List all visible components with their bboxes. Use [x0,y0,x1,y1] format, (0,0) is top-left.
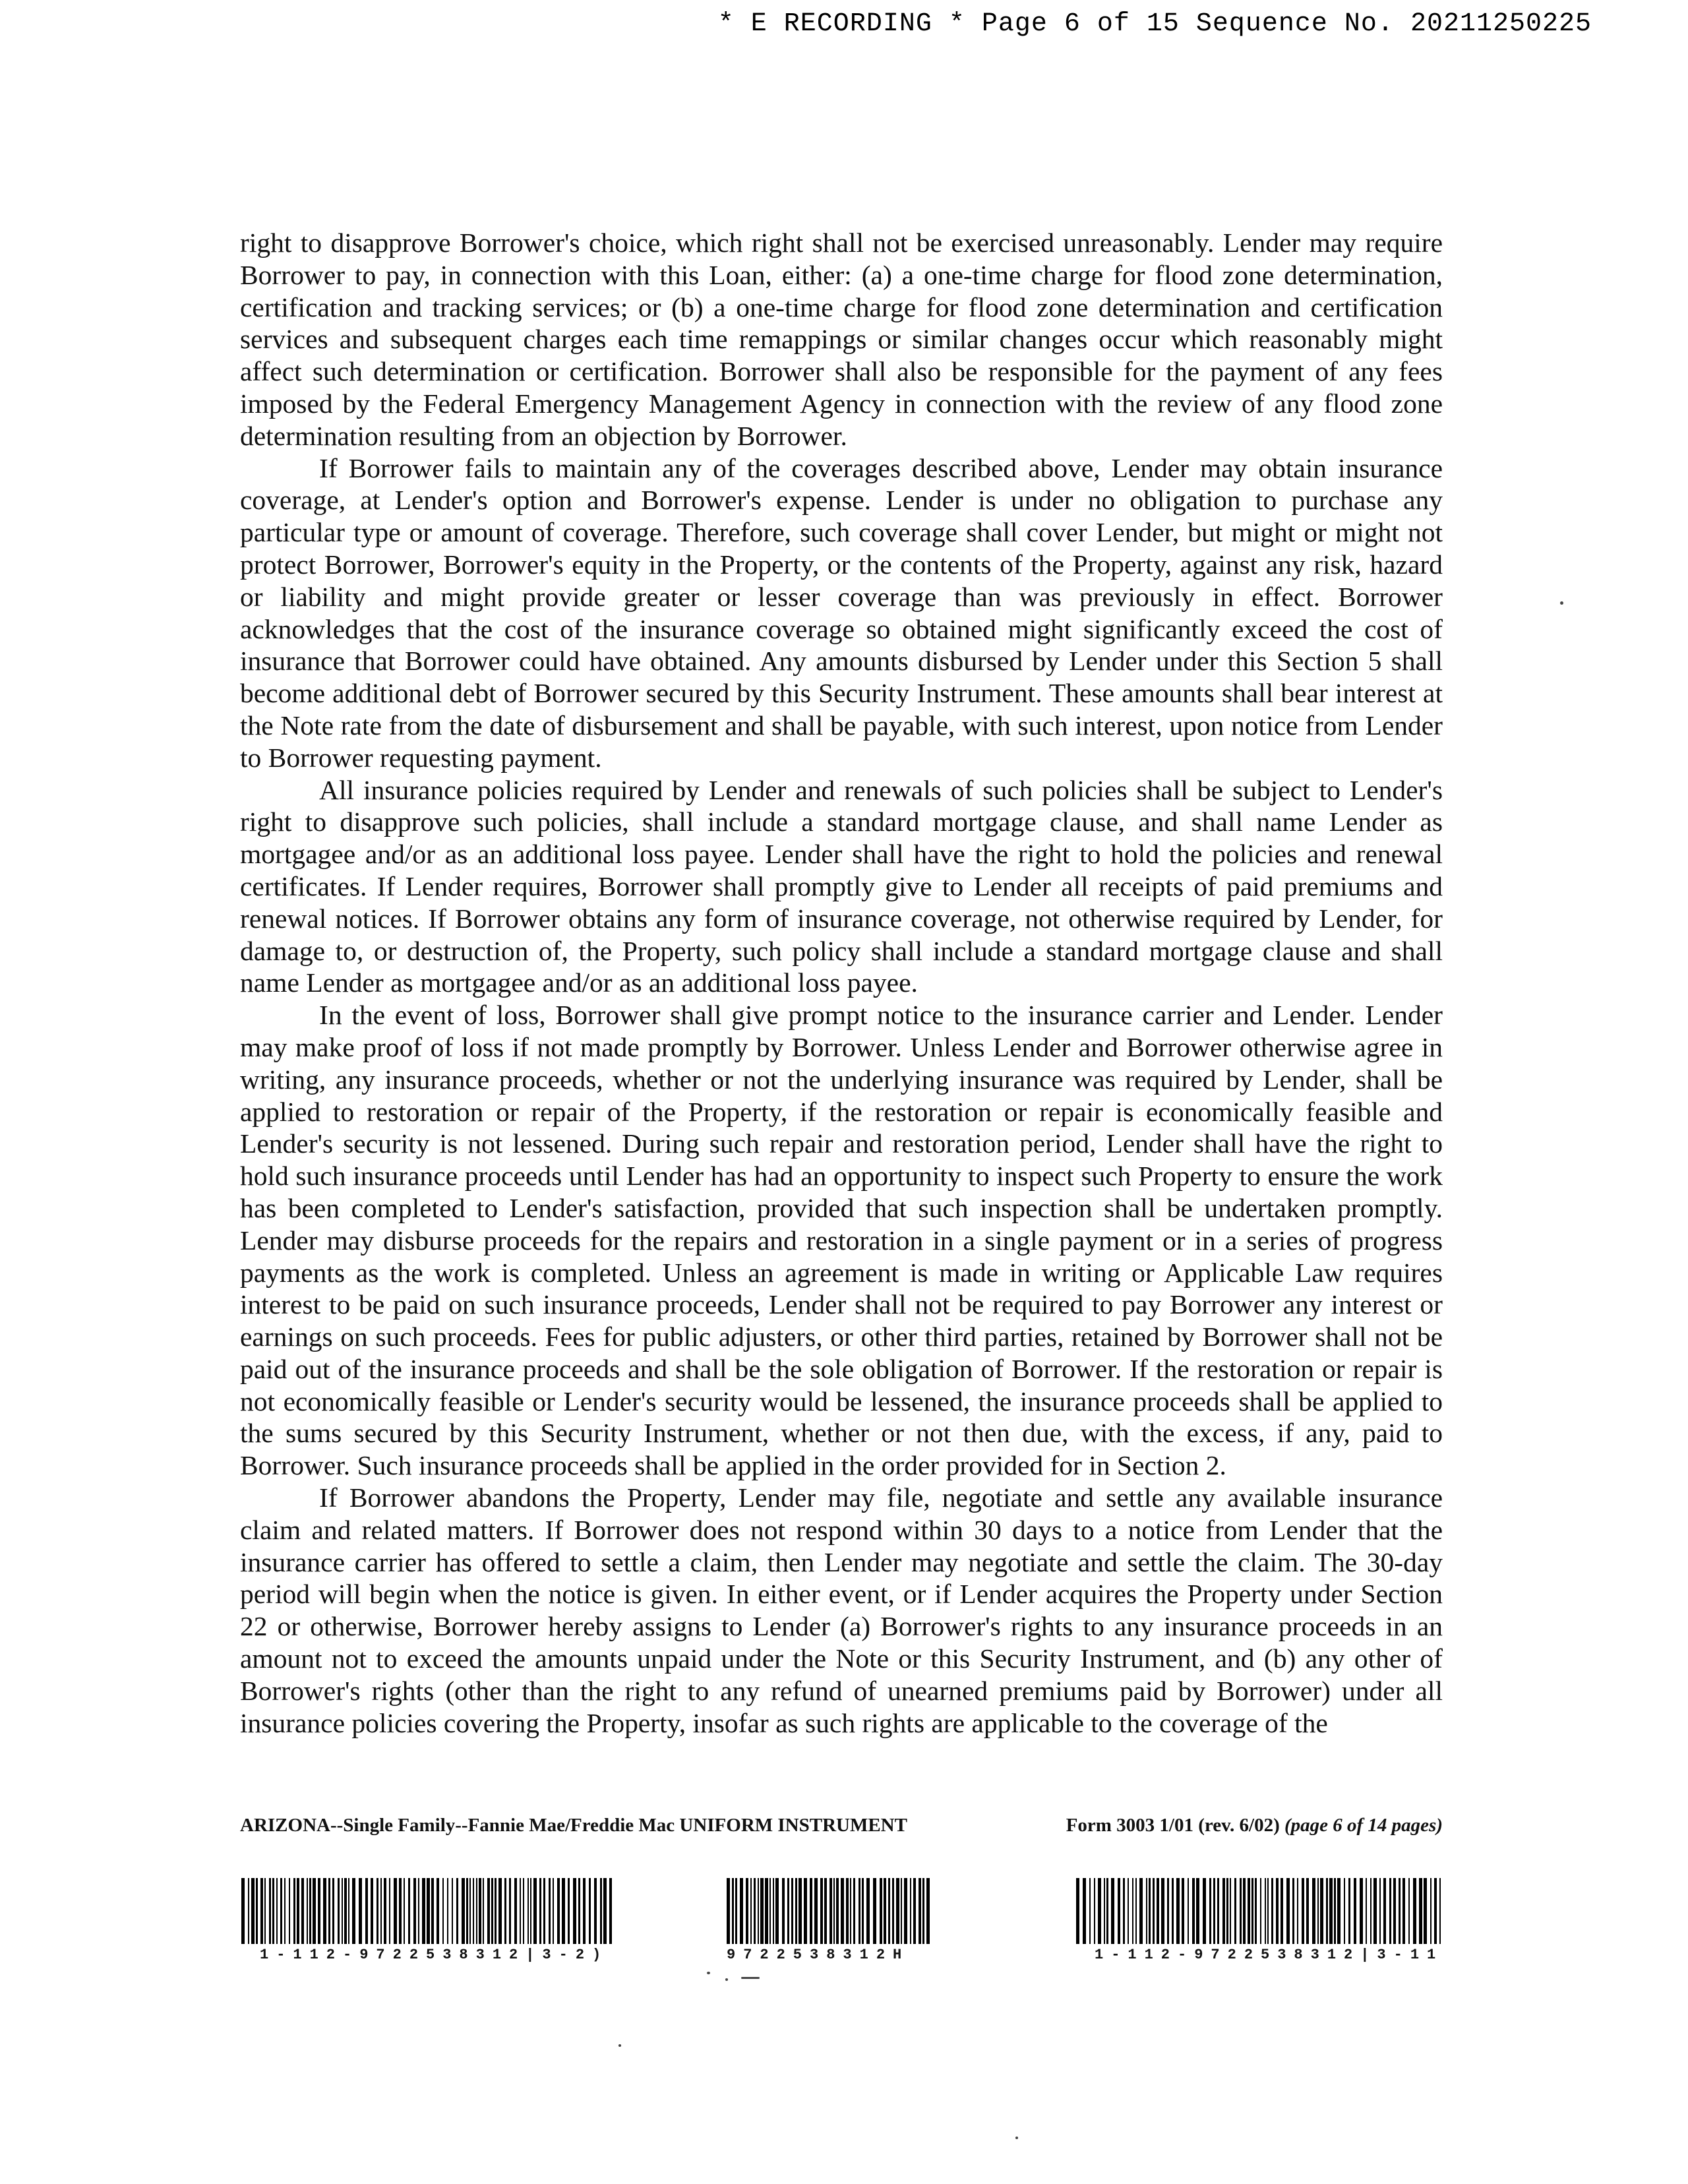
barcode-bar [1348,1878,1350,1944]
barcode-bar [1076,1878,1079,1944]
barcode-bar [1276,1878,1279,1944]
barcode-bar [1192,1878,1195,1944]
barcode-bar [1281,1878,1283,1944]
barcode-bar [504,1878,506,1944]
barcode-bar [1265,1878,1266,1944]
barcode-bar [746,1878,748,1944]
barcode-bar [833,1878,835,1944]
barcode-bar [732,1878,734,1944]
barcode-bar [804,1878,807,1944]
barcode-bar [1153,1878,1155,1944]
barcode-bar [452,1878,453,1944]
barcode-bar [404,1878,405,1944]
barcode-bar [543,1878,545,1944]
barcode-bar [760,1878,764,1944]
barcode-bar [1383,1878,1386,1944]
paragraph: If Borrower abandons the Property, Lender may file, negotiate and settle any available insurance claim and related matters. If Borrower does not respond within 30 days to a notice from Lender that the insurance carrier has offered to settle a claim, then Lender may negotiate and settle the claim. The 30-day period will begin when the notice is given. In either event, or if Lender acquires the Property under Section 22 or otherwise, Borrower hereby assigns to Lender (a) Borrower's rights to any insurance proceeds in an amount not to exceed the amounts unpaid under the Note or this Security Instrument, and (b) any other of Borrower's rights (other than the right to any refund of unearned premiums paid by Borrower) under all insurance policies covering the Property, insofar as such rights are applicable to the coverage of the [240,1482,1443,1738]
barcode-bar [562,1878,565,1944]
barcode-bar [853,1878,855,1944]
barcode-bar [1337,1878,1341,1944]
paragraph: All insurance policies required by Lender and renewals of such policies shall be subject to Lender's right to disapprove such policies, shall include a standard mortgage clause, and shall name Lender as mortgagee and/or as an additional loss payee. Lender shall have the right to hold the policies and renewal certificates. If Lender requires, Borrower shall promptly give to Lender all receipts of paid premiums and renewal notices. If Borrower obtains any form of insurance coverage, not otherwise required by Lender, for damage to, or destruction of, the Property, such policy shall include a standard mortgage clause and shall name Lender as mortgagee and/or as an additional loss payee. [240,774,1443,998]
barcode-bar [1167,1878,1169,1944]
barcode-bar [437,1878,439,1944]
barcode-bar [836,1878,839,1944]
barcode-bar [841,1878,844,1944]
barcode-bar [1373,1878,1377,1944]
barcode-bar [553,1878,554,1944]
barcode-bar [1312,1878,1315,1944]
barcode-bar [1139,1878,1143,1944]
barcode-bar [787,1878,789,1944]
form-number: Form 3003 1/01 (rev. 6/02) [1066,1815,1280,1836]
barcode-bar [880,1878,882,1944]
barcode-bar [1209,1878,1211,1944]
barcode-bar [272,1878,274,1944]
barcode-bar [1118,1878,1120,1944]
barcode-bar [1344,1878,1345,1944]
barcode-bar [495,1878,497,1944]
barcode-bar [573,1878,576,1944]
barcode-bar [557,1878,560,1944]
barcode-bar [447,1878,448,1944]
barcode-bar [323,1878,326,1944]
barcode-bar [1123,1878,1125,1944]
barcode-bar [1226,1878,1228,1944]
barcode-bar [469,1878,471,1944]
barcode-bar [408,1878,410,1944]
barcode-bar [1419,1878,1422,1944]
barcode-bar [829,1878,832,1944]
barcode-bar [260,1878,263,1944]
scan-speck [1560,601,1563,605]
instrument-title: ARIZONA--Single Family--Fannie Mae/Freddie Mac UNIFORM INSTRUMENT [240,1815,907,1836]
barcode-bar [297,1878,299,1944]
barcode-bar [1360,1878,1363,1944]
barcode-bar [603,1878,607,1944]
barcode-bar [1370,1878,1372,1944]
barcode-bar [1146,1878,1147,1944]
barcode-bar [740,1878,743,1944]
barcode-right [1075,1878,1444,1944]
barcode-bar [1439,1878,1441,1944]
barcode-bar [873,1878,876,1944]
barcode-bar [241,1878,245,1944]
barcode-bar [384,1878,386,1944]
barcode-bar [600,1878,602,1944]
barcode-bar [549,1878,551,1944]
barcode-bar [476,1878,477,1944]
barcode-bar [1326,1878,1328,1944]
barcode-bar [359,1878,362,1944]
barcode-bar [814,1878,818,1944]
barcode-bar [594,1878,597,1944]
barcode-bar [1240,1878,1242,1944]
barcode-bar [589,1878,591,1944]
barcode-bar [1172,1878,1174,1944]
barcode-center [725,1878,931,1944]
barcode-bar [850,1878,851,1944]
barcode-bar [1098,1878,1101,1944]
barcode-bar [338,1878,340,1944]
barcode-bar [901,1878,902,1944]
barcode-bar [533,1878,537,1944]
barcode-center-caption: 9722538312H [727,1947,910,1963]
barcode-bar [1094,1878,1095,1944]
barcode-bar [735,1878,737,1944]
barcode-bar [1157,1878,1159,1944]
barcode-bar [1188,1878,1189,1944]
barcode-bar [1230,1878,1231,1944]
barcode-bar [583,1878,586,1944]
barcode-left-caption: 1-112-9722538312|3-2) [260,1947,609,1963]
barcode-bar [442,1878,444,1944]
barcode-bar [318,1878,320,1944]
barcode-bar [782,1878,785,1944]
barcode-bar [888,1878,890,1944]
barcode-bar [462,1878,465,1944]
barcode-bar [1135,1878,1137,1944]
barcode-bar [1271,1878,1273,1944]
barcode-bar [758,1878,759,1944]
barcode-bar [884,1878,886,1944]
barcode-bar [773,1878,774,1944]
barcode-bar [1430,1878,1432,1944]
barcode-bar [1203,1878,1206,1944]
barcode-bar [1196,1878,1199,1944]
barcode-bar [750,1878,752,1944]
paragraph: right to disapprove Borrower's choice, which right shall not be exercised unreasonably. Lender may require Borrower to pay, in connection with this Loan, either: (a) a one-time charge for flood zone determination, certification and tracking services; or (b) a one-time charge for flood zone determination and certification services and subsequent charges each time remappings or similar changes occur which reasonably might affect such determination or certification. Borrower shall also be responsible for the payment of any fees imposed by the Federal Emergency Management Agency in connection with the review of any flood zone determination resulting from an objection by Borrower. [240,228,1443,451]
form-footer [240,1815,1443,1836]
scan-speck [741,1977,760,1979]
barcode-bar [1255,1878,1257,1944]
barcode-bar [269,1878,271,1944]
barcode-bar [514,1878,517,1944]
barcode-bar [1106,1878,1108,1944]
barcode-bar [1149,1878,1151,1944]
barcode-bar [498,1878,502,1944]
barcode-bar [775,1878,779,1944]
paragraph: In the event of loss, Borrower shall give prompt notice to the insurance carrier and Lender. Lender may make proof of loss if not made promptly by Borrower. Unless Lender and Borrower otherwise agree in writing, any insurance proceeds, whether or not the underlying insurance was required by Lender, shall be applied to restoration or repair of the Property, if the restoration or repair is economically feasible and Lender's security is not lessened. During such repair and restoration period, Lender shall have the right to hold such insurance proceeds until Lender has had an opportunity to inspect such Property to ensure the work has been completed to Lender's satisfaction, provided that such inspection shall be undertaken promptly. Lender may disburse proceeds for the repairs and restoration in a single payment or in a series of progress payments as the work is completed. Unless an agreement is made in writing or Applicable Law requires interest to be paid on such insurance proceeds, Lender shall not be required to pay Borrower any interest or earnings on such proceeds. Fees for public adjusters, or other third parties, retained by Borrower shall not be paid out of the insurance proceeds and shall be the sole obligation of Borrower. If the restoration or repair is not economically feasible or Lender's security would be lessened, the insurance proceeds shall be applied to the sums secured by this Security Instrument, whether or not then due, with the excess, if any, paid to Borrower. Such insurance proceeds shall be applied in the order provided for in Section 2. [240,1000,1443,1481]
barcode-bar [1402,1878,1405,1944]
barcode-bar [1366,1878,1367,1944]
barcode-bar [1267,1878,1269,1944]
barcode-bar [1161,1878,1164,1944]
barcode-bar [1297,1878,1298,1944]
barcode-bar [509,1878,511,1944]
barcode-bar [1089,1878,1091,1944]
barcode-bar [892,1878,894,1944]
barcode-bar [824,1878,827,1944]
barcode-bar [568,1878,570,1944]
barcode-bar [328,1878,330,1944]
barcode-bar [769,1878,771,1944]
barcode-bar [1329,1878,1333,1944]
form-info [1066,1815,1443,1836]
barcode-bar [1128,1878,1129,1944]
barcode-bar [1302,1878,1304,1944]
barcode-bar [926,1878,930,1944]
barcode-bar [922,1878,924,1944]
barcode-bar [1292,1878,1294,1944]
barcode-bar [846,1878,849,1944]
barcode-bar [251,1878,255,1944]
barcode-bar [539,1878,541,1944]
barcode-bar [377,1878,378,1944]
scan-speck [725,1978,728,1981]
barcode-bar [1217,1878,1219,1944]
barcode-bar [1222,1878,1225,1944]
barcode-bar [352,1878,355,1944]
barcode-bar [1286,1878,1290,1944]
barcode-bar [1260,1878,1261,1944]
barcode-bar [313,1878,316,1944]
barcode-bar [399,1878,402,1944]
barcode-bar [1399,1878,1401,1944]
barcode-bar [578,1878,580,1944]
barcode-bar [284,1878,286,1944]
barcode-bar [727,1878,730,1944]
barcode-bar [859,1878,860,1944]
barcode-bar [1424,1878,1427,1944]
barcode-bar [479,1878,481,1944]
barcode-bar [256,1878,258,1944]
barcode-bar [1251,1878,1253,1944]
barcode-bar [754,1878,756,1944]
barcode-bar [380,1878,382,1944]
barcode-bar [520,1878,521,1944]
barcode-bar [248,1878,249,1944]
recording-header: * E RECORDING * Page 6 of 15 Sequence No. 20211250225 [717,9,1592,39]
barcode-bar [1132,1878,1133,1944]
barcode-bar [1354,1878,1356,1944]
barcode-bar [1379,1878,1381,1944]
barcode-bar [530,1878,531,1944]
barcode-bar [1234,1878,1236,1944]
barcode-bar [280,1878,282,1944]
barcode-bar [309,1878,311,1944]
barcode-bar [1111,1878,1114,1944]
barcode-bar [344,1878,347,1944]
barcode-bar [1334,1878,1336,1944]
barcode-bar [348,1878,349,1944]
barcode-bar [810,1878,812,1944]
barcode-bar [862,1878,864,1944]
barcode-bar [791,1878,793,1944]
barcode-center-bars [725,1878,931,1944]
barcode-bar [365,1878,368,1944]
barcode-bar [866,1878,870,1944]
barcode-bar [389,1878,390,1944]
barcode-bar [1393,1878,1396,1944]
barcode-left [240,1878,615,1944]
barcode-bar [609,1878,612,1944]
barcode-bar [1434,1878,1437,1944]
barcode-bar [1083,1878,1086,1944]
barcode-bar [528,1878,529,1944]
barcode-bar [483,1878,484,1944]
barcode-bar [1182,1878,1184,1944]
barcode-bar [487,1878,490,1944]
barcode-bar [1413,1878,1416,1944]
barcode-right-bars [1075,1878,1444,1944]
scan-speck [1015,2137,1018,2139]
barcode-bar [431,1878,434,1944]
barcode-bar [904,1878,907,1944]
barcode-bar [427,1878,430,1944]
barcode-bar [371,1878,373,1944]
barcode-bar [910,1878,911,1944]
barcode-bar [799,1878,802,1944]
barcode-left-bars [240,1878,615,1944]
barcode-bar [422,1878,425,1944]
barcode-bar [820,1878,823,1944]
barcode-right-caption: 1-112-9722538312|3-11 [1095,1947,1444,1963]
scan-speck [707,1972,710,1974]
barcode-bar [919,1878,921,1944]
barcode-bar [332,1878,334,1944]
barcode-bar [1176,1878,1180,1944]
barcode-bar [466,1878,468,1944]
barcode-bar [1243,1878,1246,1944]
barcode-bar [413,1878,416,1944]
barcode-bar [301,1878,304,1944]
barcode-bar [264,1878,266,1944]
barcode-bar [1320,1878,1323,1944]
barcode-bar [795,1878,797,1944]
barcode-bar [896,1878,899,1944]
barcode-bar [418,1878,419,1944]
barcode-bar [473,1878,474,1944]
barcode-bar [307,1878,308,1944]
barcode-bar [276,1878,278,1944]
barcode-bar [1104,1878,1105,1944]
page-note: (page 6 of 14 pages) [1284,1815,1443,1836]
barcode-bar [1389,1878,1391,1944]
document-body [240,227,1443,1739]
barcode-bar [913,1878,916,1944]
barcode-bar [523,1878,524,1944]
barcode-bar [1248,1878,1250,1944]
paragraph: If Borrower fails to maintain any of the coverages described above, Lender may obtain insurance coverage, at Lender's option and Borrower's expense. Lender is under no obligation to purchase any particular type or amount of coverage. Therefore, such coverage shall cover Lender, but might or might not protect Borrower, Borrower's equity in the Property, or the contents of the Property, against any risk, hazard or liability and might provide greater or lesser coverage than was previously in effect. Borrower acknowledges that the cost of the insurance coverage so obtained might significantly exceed the cost of insurance that Borrower could have obtained. Any amounts disbursed by Lender under this Section 5 shall become additional debt of Borrower secured by this Security Instrument. These amounts shall bear interest at the Note rate from the date of disbursement and shall be payable, with such interest, upon notice from Lender to Borrower requesting payment. [240,452,1443,773]
barcode-bar [456,1878,458,1944]
barcode-bar [491,1878,493,1944]
barcode-bar [293,1878,295,1944]
barcode-bar [289,1878,290,1944]
barcode-bar [1408,1878,1410,1944]
barcode-bar [394,1878,397,1944]
barcode-bar [765,1878,768,1944]
barcode-bar [1317,1878,1319,1944]
barcode-bar [342,1878,343,1944]
barcode-bar [1213,1878,1215,1944]
scan-speck [618,2044,621,2047]
barcode-bar [1306,1878,1309,1944]
